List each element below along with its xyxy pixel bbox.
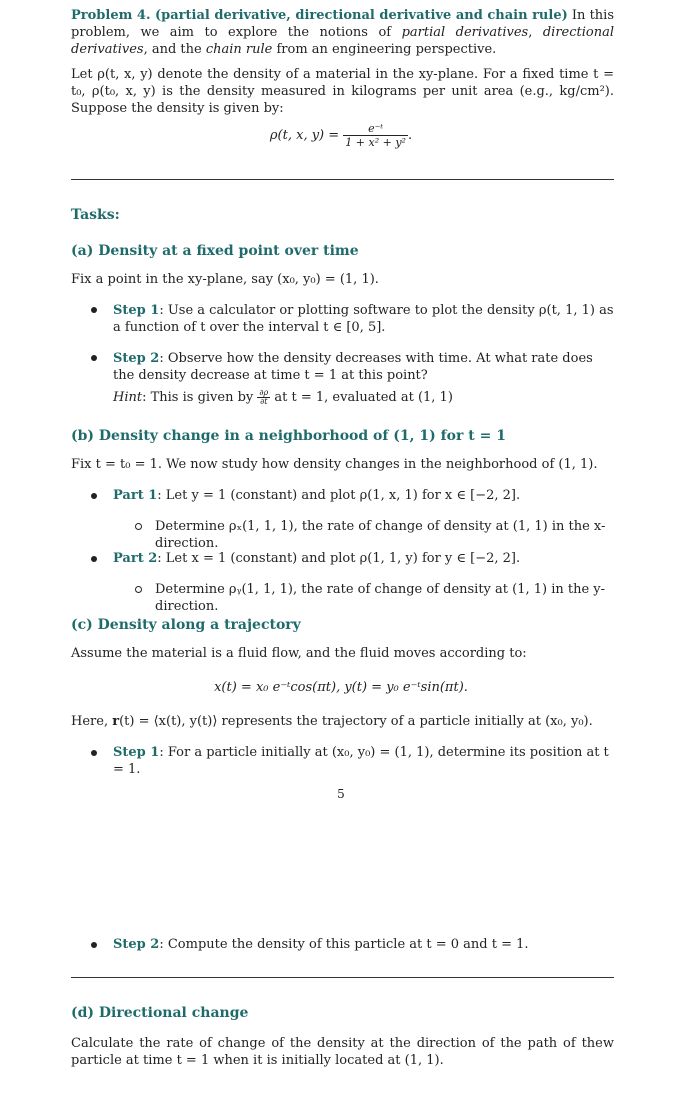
part-a-step-2	[113, 350, 614, 384]
step-label: Step 1	[113, 303, 160, 318]
bullet-icon	[91, 556, 97, 562]
step-text: : For a particle initially at (x₀, y₀) = (1, 1), determine its position at t = 1.	[113, 745, 609, 777]
page-number: 5	[337, 787, 345, 801]
trajectory-description	[71, 713, 614, 730]
tasks-heading: Tasks:	[71, 207, 120, 223]
part-d-heading: (d) Directional change	[71, 1005, 249, 1021]
equation-lhs: ρ(t, x, y) =	[269, 128, 344, 143]
step-text: : Observe how the density decreases with time. At what rate does the density decrease at time t = 1 at this point?	[113, 351, 593, 383]
intro-em-partial: partial derivatives	[401, 25, 529, 40]
hint-text: at t = 1, evaluated at (1, 1)	[270, 390, 453, 405]
step-text: : Compute the density of this particle at t = 0 and t = 1.	[159, 937, 529, 952]
bullet-icon	[91, 493, 97, 499]
part-b-heading: (b) Density change in a neighborhood of (1, 1) for t = 1	[71, 428, 506, 444]
bullet-icon	[91, 307, 97, 313]
part-a-heading: (a) Density at a fixed point over time	[71, 243, 359, 259]
sub-bullet-icon	[135, 523, 142, 530]
part-label: Part 1	[113, 488, 158, 503]
hint-fraction	[257, 389, 270, 406]
part-text: : Let x = 1 (constant) and plot ρ(1, 1, y) for y ∈ [−2, 2].	[157, 551, 521, 566]
part-c-intro: Assume the material is a fluid flow, and the fluid moves according to:	[71, 646, 527, 661]
description-text: (t) = ⟨x(t), y(t)⟩ represents the trajectory of a particle initially at (x₀, y₀).	[119, 714, 593, 729]
intro-text: , and the	[143, 42, 206, 57]
step-label: Step 1	[113, 745, 160, 760]
intro-em-chain: chain rule	[205, 42, 273, 57]
equation-denominator: 1 + x² + y²	[345, 136, 406, 149]
part-c-step-1	[113, 744, 614, 778]
sub-bullet-icon	[135, 586, 142, 593]
intro-text: In this problem, we aim to explore the notions of	[71, 8, 614, 40]
part-b-intro: Fix t = t₀ = 1. We now study how density changes in the neighborhood of (1, 1).	[71, 457, 598, 472]
part-text: : Let y = 1 (constant) and plot ρ(1, x, 1) for x ∈ [−2, 2].	[157, 488, 521, 503]
problem-title: Problem 4. (partial derivative, directional derivative and chain rule)	[71, 8, 568, 23]
part-c-step-2	[113, 936, 614, 953]
problem-intro	[71, 7, 614, 58]
bullet-icon	[91, 750, 97, 756]
step-text: : Use a calculator or plotting software to plot the density ρ(t, 1, 1) as a function of t over the interval t ∈ [0, 5].	[113, 303, 614, 335]
density-definition: Let ρ(t, x, y) denote the density of a material in the xy-plane. For a fixed time t = t₀, ρ(t₀, x, y) is the density measured in kilograms per unit area (e.g., kg/cm²). Suppose the density is given by:	[71, 67, 614, 116]
description-vector: r	[112, 714, 120, 729]
intro-em-directional: directional derivatives	[71, 25, 615, 57]
part-a-intro: Fix a point in the xy-plane, say (x₀, y₀) = (1, 1).	[71, 272, 379, 287]
trajectory-equation: x(t) = x₀ e⁻ᵗcos(πt), y(t) = y₀ e⁻ᵗsin(πt).	[214, 680, 468, 695]
part-a-step-1	[113, 302, 614, 336]
bullet-icon	[91, 942, 97, 948]
hint-text: : This is given by	[142, 390, 258, 405]
part-b-part-2-sub: Determine ρᵧ(1, 1, 1), the rate of change of density at (1, 1) in the y-direction.	[155, 582, 606, 614]
intro-text: from an engineering perspective.	[272, 42, 497, 57]
equation-period: .	[407, 128, 413, 143]
step-label: Step 2	[113, 351, 160, 366]
part-c-heading: (c) Density along a trajectory	[71, 617, 301, 633]
divider	[71, 977, 614, 978]
equation-numerator: e⁻ᵗ	[343, 122, 408, 136]
density-equation	[0, 122, 682, 149]
part-b-part-2	[113, 550, 614, 567]
hint-label: Hint	[113, 390, 143, 405]
divider	[71, 179, 614, 180]
description-text: Here,	[71, 714, 113, 729]
part-b-part-1	[113, 487, 614, 504]
hint-numerator: ∂ρ	[259, 388, 269, 397]
intro-text: ,	[528, 25, 543, 40]
equation-fraction	[343, 122, 408, 149]
bullet-icon	[91, 355, 97, 361]
part-b-part-1-sub: Determine ρₓ(1, 1, 1), the rate of change of density at (1, 1) in the x-direction.	[155, 519, 606, 551]
part-label: Part 2	[113, 551, 158, 566]
step-label: Step 2	[113, 937, 160, 952]
hint-denominator: ∂t	[260, 397, 268, 406]
part-d-text: Calculate the rate of change of the density at the direction of the path of thew particle at time t = 1 when it is initially located at (1, 1).	[71, 1036, 614, 1068]
part-a-hint	[113, 389, 614, 406]
